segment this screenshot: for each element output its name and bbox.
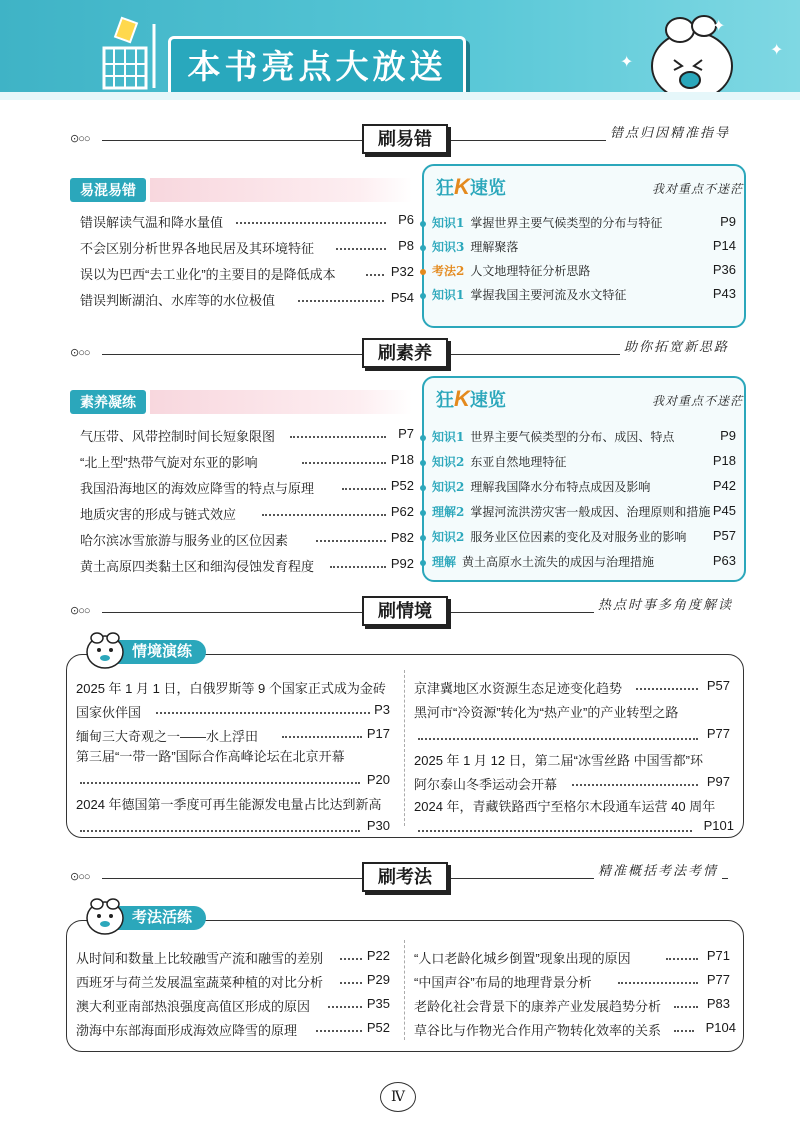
kp-text: 理解聚落 bbox=[470, 240, 519, 254]
kp-item bbox=[432, 453, 566, 470]
item-text: 哈尔滨冰雪旅游与服务业的区位因素 bbox=[80, 533, 289, 548]
section-tag: 刷易错 bbox=[362, 124, 448, 154]
list-item: 2025 年 1 月 1 日，白俄罗斯等 9 个国家正式成为金砖 bbox=[76, 681, 386, 696]
section-slogan: 错点归因精准指导 bbox=[606, 122, 734, 141]
page-ref: P20 bbox=[366, 772, 390, 787]
page-ref: P30 bbox=[366, 818, 390, 833]
item-text: 气压带、风带控制时间长短象限图 bbox=[80, 429, 276, 444]
list-item: 澳大利亚南部热浪强度高值区形成的原因 bbox=[76, 999, 311, 1014]
page-ref: P62 bbox=[390, 504, 414, 519]
page-title: 本书亮点大放送 bbox=[187, 48, 447, 85]
kuangk-panel-1 bbox=[422, 164, 746, 328]
bullet-icon bbox=[420, 535, 426, 541]
kp-item bbox=[432, 428, 674, 445]
page-ref: P18 bbox=[712, 453, 736, 468]
kp-text: 掌握世界主要气候类型的分布与特征 bbox=[470, 216, 663, 230]
panel-title-b: 速览 bbox=[469, 178, 506, 198]
header-banner bbox=[0, 0, 800, 100]
page-ref: P54 bbox=[390, 290, 414, 305]
list-item: 老龄化社会背景下的康养产业发展趋势分析 bbox=[414, 999, 662, 1014]
leader-dots bbox=[418, 738, 698, 740]
page-ref: P77 bbox=[706, 726, 730, 741]
page-ref: P9 bbox=[720, 428, 736, 443]
list-item: 渤海中东部海面形成海效应降雪的原理 bbox=[76, 1023, 298, 1038]
list-item: 2024 年，青藏铁路西宁至格尔木段通车运营 40 周年 bbox=[414, 799, 716, 814]
page-ref: P57 bbox=[706, 678, 730, 693]
list-item: “中国声谷”布局的地理背景分析 bbox=[414, 975, 592, 990]
page-ref: P52 bbox=[390, 478, 414, 493]
kp-item bbox=[432, 214, 662, 231]
mascot-icon bbox=[640, 8, 760, 100]
leader-dots bbox=[80, 830, 360, 832]
list-item: 草谷比与作物光合作用产物转化效率的关系 bbox=[414, 1023, 662, 1038]
bullet-icon bbox=[420, 485, 426, 491]
page-ref: P82 bbox=[390, 530, 414, 545]
kp-text: 掌握我国主要河流及水文特征 bbox=[470, 288, 627, 302]
kp-tag: 知识1 bbox=[432, 430, 465, 444]
page-ref: P6 bbox=[398, 212, 414, 227]
dots-decoration: ⊙○○ bbox=[70, 133, 90, 145]
kp-text: 黄土高原水土流失的成因与治理措施 bbox=[462, 555, 655, 569]
title-box bbox=[168, 36, 466, 98]
item-text: 误以为巴西“去工业化”的主要目的是降低成本 bbox=[80, 267, 336, 282]
column-divider bbox=[404, 940, 405, 1040]
leader-dots bbox=[418, 830, 692, 832]
kp-item bbox=[432, 286, 626, 303]
list-item: 2024 年德国第一季度可再生能源发电量占比达到新高 bbox=[76, 797, 382, 812]
section-slogan: 热点时事多角度解读 bbox=[594, 594, 737, 613]
list-item bbox=[80, 264, 336, 283]
kp-text: 东亚自然地理特征 bbox=[470, 455, 567, 469]
leader-dots bbox=[80, 782, 360, 784]
page-ref: P18 bbox=[390, 452, 414, 467]
page-ref: P43 bbox=[712, 286, 736, 301]
panel-title-b: 速览 bbox=[469, 390, 506, 410]
page-ref: P9 bbox=[720, 214, 736, 229]
page-ref: P14 bbox=[712, 238, 736, 253]
page-ref: P8 bbox=[398, 238, 414, 253]
mascot-icon bbox=[84, 630, 126, 670]
kp-text: 人文地理特征分析思路 bbox=[470, 264, 591, 278]
page-ref: P3 bbox=[374, 702, 390, 717]
kp-text: 理解我国降水分布特点成因及影响 bbox=[470, 480, 651, 494]
list-item-cont: 国家伙伴国 bbox=[76, 705, 142, 720]
page-ref: P32 bbox=[390, 264, 414, 279]
section-slogan: 助你拓宽新思路 bbox=[620, 336, 733, 355]
section-pill: 素养凝练 bbox=[70, 390, 146, 414]
item-text: 不会区别分析世界各地民居及其环境特征 bbox=[80, 241, 315, 256]
kp-item bbox=[432, 503, 710, 520]
bullet-icon bbox=[420, 269, 426, 275]
leader-dots bbox=[156, 712, 370, 714]
dots-decoration: ⊙○○ bbox=[70, 871, 90, 883]
header-stripe bbox=[0, 92, 800, 100]
kp-tag: 知识2 bbox=[432, 530, 465, 544]
list-item: 第三届“一带一路”国际合作高峰论坛在北京开幕 bbox=[76, 749, 345, 764]
list-item: 缅甸三大奇观之一——水上浮田 bbox=[76, 729, 259, 744]
page-ref: P36 bbox=[712, 262, 736, 277]
page-ref: P7 bbox=[398, 426, 414, 441]
page-ref: P52 bbox=[366, 1020, 390, 1035]
kp-item bbox=[432, 262, 590, 279]
list-item bbox=[80, 452, 258, 471]
section-pill: 易混易错 bbox=[70, 178, 146, 202]
list-item bbox=[80, 556, 314, 575]
sparkle-icon: ✦ bbox=[712, 18, 726, 35]
kp-item bbox=[432, 478, 650, 495]
page-ref: P42 bbox=[712, 478, 736, 493]
kp-tag: 考法2 bbox=[432, 264, 465, 278]
panel-title-k: K bbox=[454, 174, 470, 199]
page-ref: P35 bbox=[366, 996, 390, 1011]
list-item: 京津冀地区水资源生态足迹变化趋势 bbox=[414, 681, 623, 696]
page-ref: P77 bbox=[706, 972, 730, 987]
kp-text: 服务业区位因素的变化及对服务业的影响 bbox=[470, 530, 687, 544]
list-item bbox=[80, 212, 223, 231]
lab-building-icon bbox=[96, 14, 166, 94]
item-text: 地质灾害的形成与链式效应 bbox=[80, 507, 237, 522]
item-text: “北上型”热带气旋对东亚的影响 bbox=[80, 455, 258, 470]
list-item: 2025 年 1 月 12 日，第二届“冰雪丝路 中国雪都”环 bbox=[414, 753, 703, 768]
list-item bbox=[80, 504, 236, 523]
page-ref: P17 bbox=[366, 726, 390, 741]
page-ref: P92 bbox=[390, 556, 414, 571]
section-banner: 考法活练 bbox=[92, 906, 206, 930]
dots-decoration: ⊙○○ bbox=[70, 605, 90, 617]
pill-fade bbox=[150, 390, 412, 414]
list-item-cont: 阿尔泰山冬季运动会开幕 bbox=[414, 777, 558, 792]
panel-slogan: 我对重点不迷茫 bbox=[652, 182, 744, 196]
sparkle-icon: ✦ bbox=[620, 54, 634, 71]
panel-title bbox=[436, 386, 506, 412]
kp-text: 世界主要气候类型的分布、成因、特点 bbox=[470, 430, 675, 444]
kuangk-panel-2 bbox=[422, 376, 746, 582]
kp-tag: 知识3 bbox=[432, 240, 465, 254]
bullet-icon bbox=[420, 510, 426, 516]
kp-tag: 知识2 bbox=[432, 455, 465, 469]
item-text: 我国沿海地区的海效应降雪的特点与原理 bbox=[80, 481, 315, 496]
bullet-icon bbox=[420, 560, 426, 566]
mascot-icon bbox=[84, 896, 126, 936]
page-ref: P104 bbox=[705, 1020, 736, 1035]
kp-item bbox=[432, 528, 686, 545]
panel-title bbox=[436, 174, 506, 200]
panel-title-a: 狂 bbox=[436, 390, 454, 410]
list-item: 西班牙与荷兰发展温室蔬菜种植的对比分析 bbox=[76, 975, 324, 990]
bullet-icon bbox=[420, 221, 426, 227]
kp-tag: 知识1 bbox=[432, 216, 465, 230]
panel-title-k: K bbox=[454, 386, 470, 411]
page-ref: P71 bbox=[706, 948, 730, 963]
page-ref: P57 bbox=[712, 528, 736, 543]
kp-tag: 知识1 bbox=[432, 288, 465, 302]
page-ref: P97 bbox=[706, 774, 730, 789]
list-item bbox=[80, 290, 275, 309]
kp-item bbox=[432, 238, 518, 255]
section-slogan: 精准概括考法考情 bbox=[594, 860, 722, 879]
column-divider bbox=[404, 670, 405, 826]
item-text: 错误解读气温和降水量值 bbox=[80, 215, 224, 230]
list-item: “人口老龄化城乡倒置”现象出现的原因 bbox=[414, 951, 631, 966]
kp-tag: 理解2 bbox=[432, 505, 465, 519]
list-item: 黑河市“冷资源”转化为“热产业”的产业转型之路 bbox=[414, 705, 679, 720]
page-ref: P45 bbox=[712, 503, 736, 518]
page-ref: P63 bbox=[712, 553, 736, 568]
kp-tag: 知识2 bbox=[432, 480, 465, 494]
list-item bbox=[80, 478, 314, 497]
list-item bbox=[80, 530, 288, 549]
list-item: 从时间和数量上比较融雪产流和融雪的差别 bbox=[76, 951, 324, 966]
section-banner: 情境演练 bbox=[92, 640, 206, 664]
panel-title-a: 狂 bbox=[436, 178, 454, 198]
page-ref: P101 bbox=[703, 818, 734, 833]
item-text: 错误判断湖泊、水库等的水位极值 bbox=[80, 293, 276, 308]
page-ref: P83 bbox=[706, 996, 730, 1011]
pill-fade bbox=[150, 178, 412, 202]
page-number: Ⅳ bbox=[380, 1082, 416, 1112]
bullet-icon bbox=[420, 293, 426, 299]
list-item bbox=[80, 426, 275, 445]
item-text: 黄土高原四类黏土区和细沟侵蚀发育程度 bbox=[80, 559, 315, 574]
section-tag: 刷素养 bbox=[362, 338, 448, 368]
page-ref: P22 bbox=[366, 948, 390, 963]
section-tag: 刷情境 bbox=[362, 596, 448, 626]
kp-item bbox=[432, 553, 654, 570]
bullet-icon bbox=[420, 460, 426, 466]
kp-tag: 理解 bbox=[432, 555, 457, 569]
kp-text: 掌握河流洪涝灾害一般成因、治理原则和措施 bbox=[470, 505, 711, 519]
panel-slogan: 我对重点不迷茫 bbox=[652, 394, 744, 408]
page-ref: P29 bbox=[366, 972, 390, 987]
list-item bbox=[80, 238, 314, 257]
bullet-icon bbox=[420, 245, 426, 251]
section-tag: 刷考法 bbox=[362, 862, 448, 892]
sparkle-icon: ✦ bbox=[770, 42, 784, 59]
dots-decoration: ⊙○○ bbox=[70, 347, 90, 359]
bullet-icon bbox=[420, 435, 426, 441]
